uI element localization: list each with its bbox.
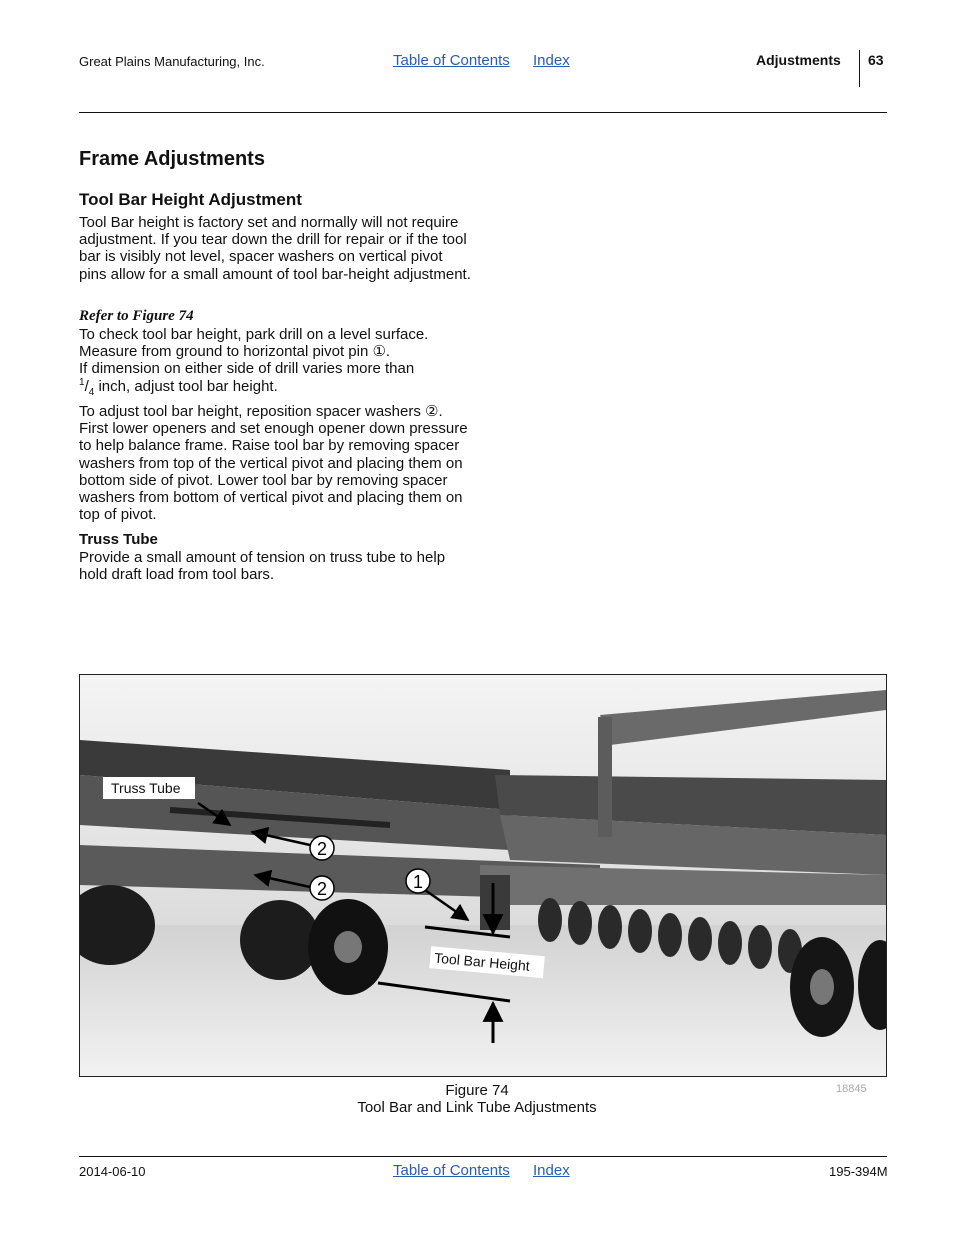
check-line-2: Measure from ground to horizontal pivot pin ①.: [79, 343, 391, 361]
footer-date: 2014-06-10: [79, 1164, 146, 1179]
fraction-denominator: 4: [88, 386, 95, 398]
callout-2-lower-text: 2: [316, 879, 328, 899]
figure-reference: Refer to Figure 74: [79, 308, 194, 324]
figure-id: 18845: [836, 1083, 867, 1095]
footer-index-link[interactable]: Index: [533, 1162, 570, 1179]
figure-photo: [79, 674, 887, 1077]
page-number: 63: [868, 52, 884, 68]
header-divider: [859, 50, 860, 87]
callout-2-upper-text: 2: [316, 839, 328, 859]
check-line-3: If dimension on either side of drill varies more than: [79, 360, 415, 378]
footer-toc-link[interactable]: Table of Contents: [393, 1162, 510, 1179]
company-name: Great Plains Manufacturing, Inc.: [79, 54, 265, 69]
footer-rule: [79, 1156, 887, 1157]
figure-caption: Tool Bar and Link Tube Adjustments: [357, 1099, 597, 1116]
paragraph-adjust: To adjust tool bar height, reposition spacer washers ②. First lower openers and set enough opener down pressure to help balance frame. Raise tool bar by removing spacer washers from top of the vertical pivot and placing them on bottom side of pivot. Lower tool bar by removing spacer washers from bottom of vertical pivot and placing them on top of pivot.: [79, 403, 468, 524]
figure-number: Figure 74: [445, 1082, 509, 1099]
truss-tube-heading: Truss Tube: [79, 531, 158, 548]
check-line-1: To check tool bar height, park drill on a level surface.: [79, 326, 429, 343]
paragraph-intro: Tool Bar height is factory set and normally will not require adjustment. If you tear down the drill for repair or if the tool bar is visibly not level, spacer washers on vertical pivot pins allow for a small amount of tool bar-height adjustment.: [79, 214, 471, 283]
paragraph-truss: Provide a small amount of tension on truss tube to help hold draft load from tool bars.: [79, 549, 446, 584]
callout-1-text: 1: [412, 872, 424, 892]
check-line-4-text: inch, adjust tool bar height.: [94, 377, 278, 395]
check-line-4: $^1/_4$ inch, adjust tool bar height.: [79, 376, 278, 398]
truss-tube-label: Truss Tube: [111, 780, 181, 796]
section-subtitle: Tool Bar Height Adjustment: [79, 190, 302, 209]
header-toc-link[interactable]: Table of Contents: [393, 52, 510, 69]
section-name: Adjustments: [756, 52, 841, 68]
document-number: 195-394M: [829, 1164, 888, 1179]
page-title: Frame Adjustments: [79, 148, 265, 170]
header-index-link[interactable]: Index: [533, 52, 570, 69]
drill-illustration: [80, 675, 886, 1076]
header-rule: [79, 112, 887, 113]
tool-bar-height-label: Tool Bar Height: [433, 949, 531, 974]
fraction-numerator: 1: [79, 376, 85, 388]
paragraph-check-height: [79, 326, 471, 398]
